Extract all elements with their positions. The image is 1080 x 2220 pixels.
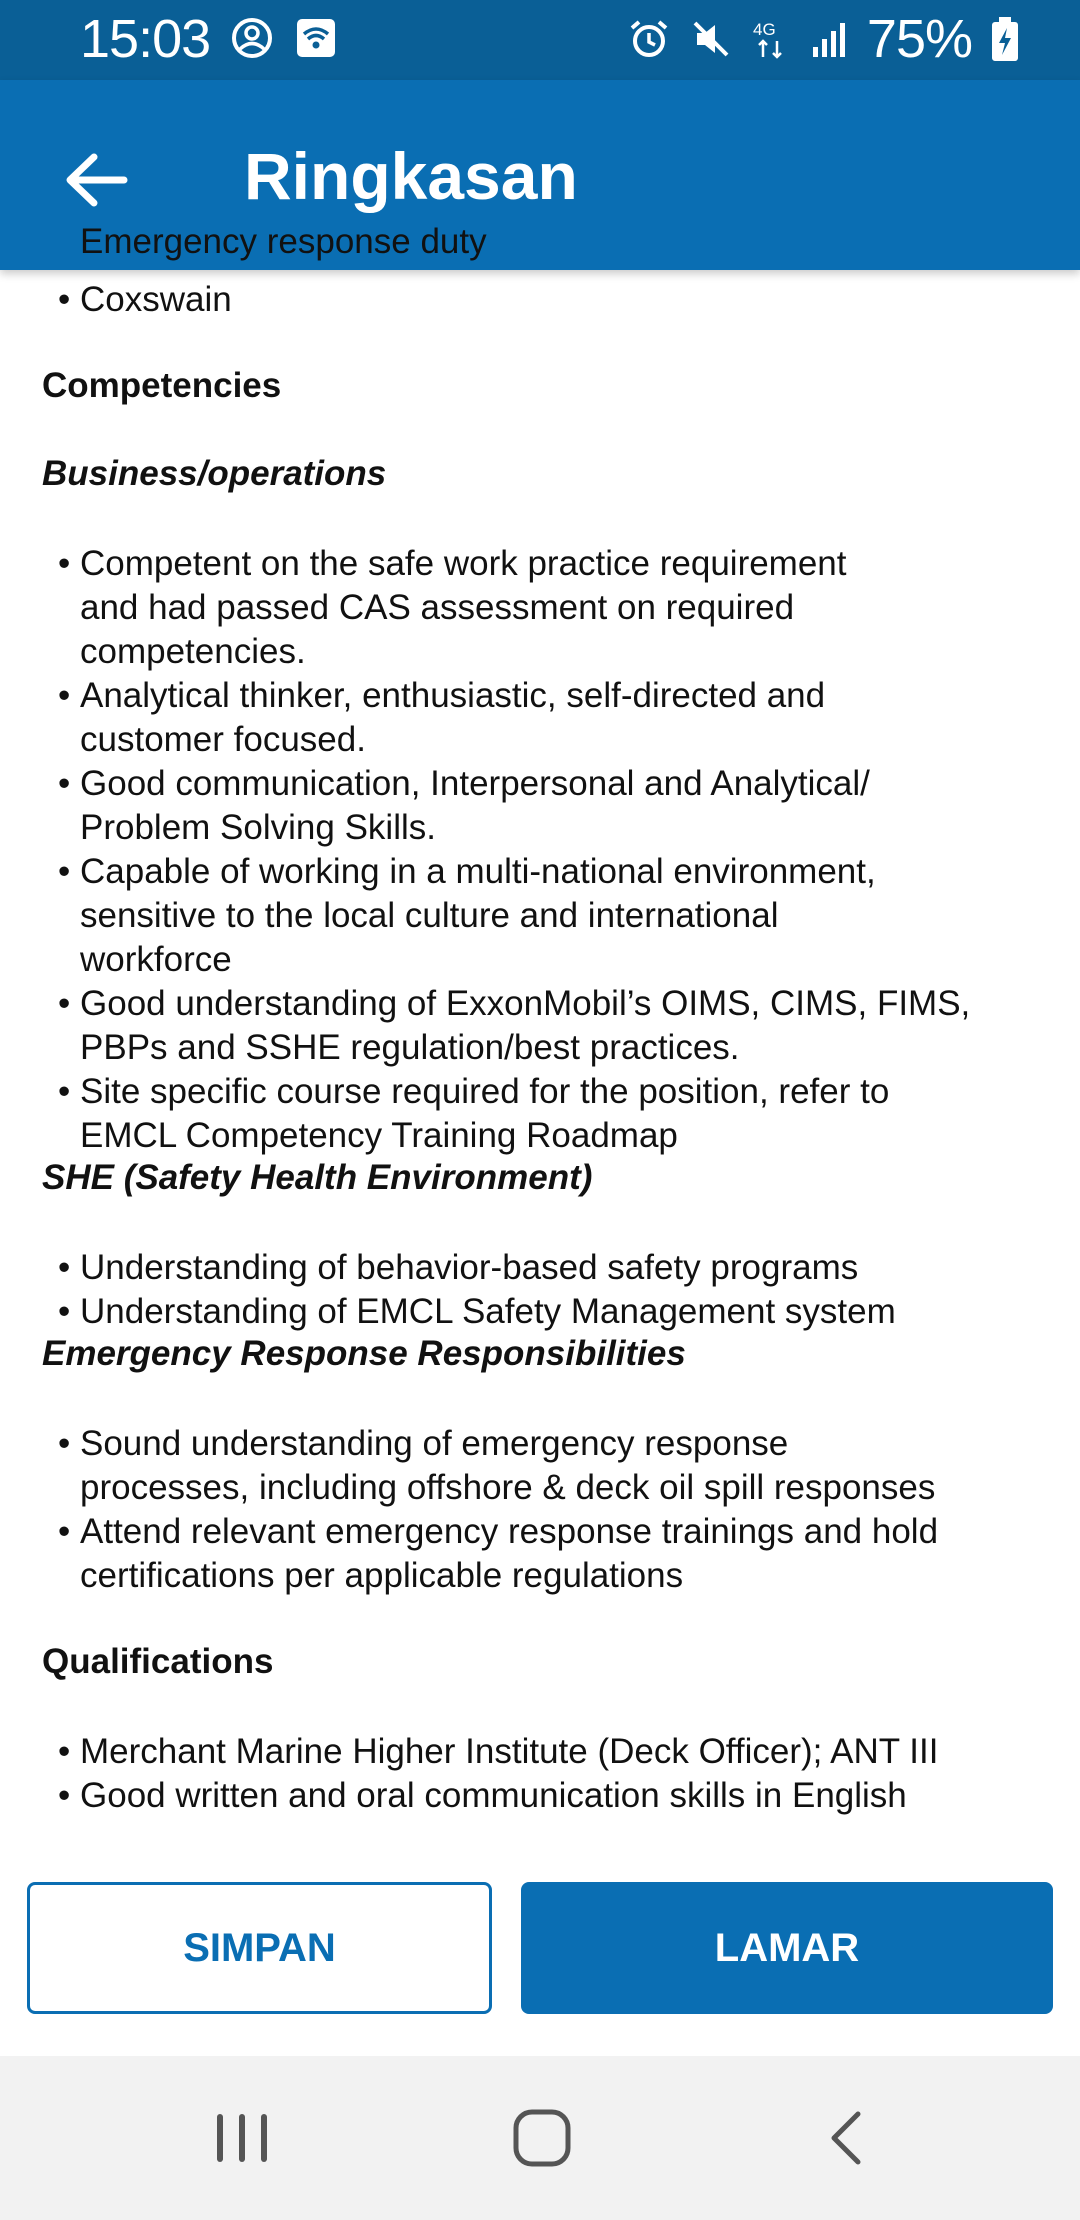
action-bar bbox=[0, 1840, 1080, 2056]
line: workforce bbox=[80, 940, 232, 979]
line: processes, including offshore & deck oil spill responses bbox=[80, 1468, 936, 1507]
line: sensitive to the local culture and international bbox=[80, 896, 779, 935]
line: certifications per applicable regulations bbox=[80, 1556, 684, 1595]
line: Problem Solving Skills. bbox=[80, 808, 436, 847]
list-item bbox=[58, 850, 1050, 982]
line: • Site specific course required for the position, refer to bbox=[80, 1072, 890, 1111]
list-item: • Understanding of EMCL Safety Management system bbox=[58, 1290, 1050, 1334]
status-left-icons bbox=[230, 16, 338, 60]
alarm-icon bbox=[627, 17, 671, 61]
account-icon bbox=[230, 16, 274, 60]
home-icon[interactable] bbox=[502, 2108, 582, 2168]
status-right-icons bbox=[627, 8, 1020, 70]
line: competencies. bbox=[80, 632, 306, 671]
battery-percent: 75% bbox=[866, 9, 972, 69]
list-item: • Understanding of behavior-based safety programs bbox=[58, 1246, 1050, 1290]
line: • Analytical thinker, enthusiastic, self-directed and bbox=[80, 676, 826, 715]
list-item: • Good written and oral communication skills in English bbox=[58, 1774, 1050, 1818]
network-4g-icon bbox=[751, 17, 791, 61]
line: • Good understanding of ExxonMobil’s OIMS, CIMS, FIMS, bbox=[80, 984, 971, 1023]
line: • Sound understanding of emergency response bbox=[80, 1424, 789, 1463]
back-nav-icon[interactable] bbox=[806, 2108, 886, 2168]
line: • Capable of working in a multi-national environment, bbox=[80, 852, 876, 891]
recent-apps-icon[interactable] bbox=[202, 2108, 282, 2168]
battery-charging-icon bbox=[990, 15, 1020, 63]
list-item bbox=[58, 1510, 1050, 1598]
wifi-box-icon bbox=[294, 16, 338, 60]
list-item bbox=[58, 762, 1050, 850]
line: customer focused. bbox=[80, 720, 366, 759]
system-nav-bar bbox=[0, 2056, 1080, 2220]
list-item: • Merchant Marine Higher Institute (Deck Officer); ANT III bbox=[58, 1730, 1050, 1774]
line: • Attend relevant emergency response trainings and hold bbox=[80, 1512, 939, 1551]
status-bar bbox=[0, 0, 1080, 80]
cut-off-text: Emergency response duty bbox=[80, 222, 487, 261]
status-time: 15:03 bbox=[80, 9, 211, 69]
competencies-heading: Competencies bbox=[42, 366, 282, 405]
signal-icon bbox=[809, 17, 849, 61]
apply-button[interactable]: LAMAR bbox=[521, 1882, 1053, 2014]
line: PBPs and SSHE regulation/best practices. bbox=[80, 1028, 740, 1067]
line: and had passed CAS assessment on required bbox=[80, 588, 795, 627]
save-button[interactable]: SIMPAN bbox=[27, 1882, 492, 2014]
line: • Good communication, Interpersonal and Analytical/ bbox=[80, 764, 870, 803]
list-item: • Coxswain bbox=[58, 278, 1050, 322]
list-item bbox=[58, 674, 1050, 762]
list-item bbox=[58, 1070, 1050, 1158]
she-heading: SHE (Safety Health Environment) bbox=[42, 1158, 593, 1197]
mute-icon bbox=[689, 17, 733, 61]
emergency-heading: Emergency Response Responsibilities bbox=[42, 1334, 686, 1373]
job-summary-content[interactable] bbox=[0, 222, 1080, 1840]
svg-text:4G: 4G bbox=[752, 20, 776, 39]
line: • Competent on the safe work practice requirement bbox=[80, 544, 847, 583]
list-item bbox=[58, 982, 1050, 1070]
page-title: Ringkasan bbox=[244, 139, 578, 213]
back-arrow-icon[interactable] bbox=[52, 135, 142, 225]
list-item bbox=[58, 542, 1050, 674]
qualifications-heading: Qualifications bbox=[42, 1642, 274, 1681]
list-item bbox=[58, 1422, 1050, 1510]
business-heading: Business/operations bbox=[42, 454, 387, 493]
line: EMCL Competency Training Roadmap bbox=[80, 1116, 678, 1155]
